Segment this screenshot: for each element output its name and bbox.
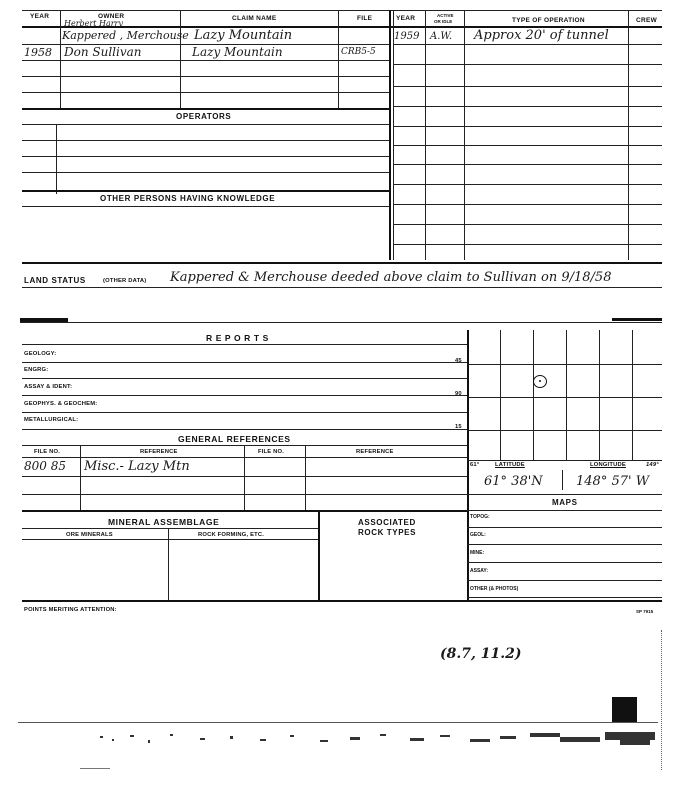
scan-noise <box>90 730 660 748</box>
report-geology: GEOLOGY: <box>24 351 57 357</box>
general-references-title: GENERAL REFERENCES <box>178 434 291 444</box>
maps-other: OTHER (& PHOTOS) <box>470 586 519 592</box>
operators-heading: OPERATORS <box>176 112 232 121</box>
gr-entry-file-no: 800 85 <box>24 459 66 473</box>
row1-owner: Kappered , Merchouse <box>62 29 189 42</box>
mineral-assemblage-title: MINERAL ASSEMBLAGE <box>108 517 220 527</box>
report-engrg: ENGRG: <box>24 367 49 373</box>
land-status-text: Kappered & Merchouse deeded above claim to Sullivan on 9/18/58 <box>170 270 612 285</box>
longitude-value: 148° 57' W <box>576 474 650 489</box>
header-year-2: YEAR <box>396 15 416 22</box>
latitude-label: LATITUDE <box>495 462 525 468</box>
report-metallurgical-code: 15 <box>455 424 462 430</box>
header-or-idle: OR IDLE <box>434 19 453 24</box>
header-claim-name: CLAIM NAME <box>232 15 277 22</box>
ore-minerals-header: ORE MINERALS <box>66 532 113 538</box>
header-owner: OWNER <box>98 13 125 20</box>
report-assay-code: 90 <box>455 391 462 397</box>
operation-type: Approx 20' of tunnel <box>474 28 609 43</box>
rock-types-header: ROCK TYPES <box>358 528 417 537</box>
lat-degree: 61° <box>470 462 480 468</box>
report-geophys: GEOPHYS. & GEOCHEM: <box>24 401 98 407</box>
row2-year: 1958 <box>24 46 52 59</box>
scan-mark <box>612 697 637 723</box>
points-meriting-attention: POINTS MERITING ATTENTION: <box>24 607 117 613</box>
longitude-label: LONGITUDE <box>590 462 626 468</box>
row2-file: CRB5-5 <box>341 47 376 57</box>
header-type-of-operation: TYPE OF OPERATION <box>512 17 585 24</box>
report-assay: ASSAY & IDENT: <box>24 384 73 390</box>
report-metallurgical: METALLURGICAL: <box>24 417 79 423</box>
row1-owner-firstnames: Herbert Harry <box>64 19 123 28</box>
row1-claim: Lazy Mountain <box>194 28 293 43</box>
form-number: SP 7915 <box>636 609 654 614</box>
row2-claim: Lazy Mountain <box>192 45 283 59</box>
operation-year: 1959 <box>394 31 420 42</box>
header-year: YEAR <box>30 13 50 20</box>
land-status-sublabel: (OTHER DATA) <box>103 278 147 284</box>
header-file: FILE <box>357 15 373 22</box>
maps-heading: MAPS <box>552 498 578 507</box>
gr-header-file-no-1: FILE NO. <box>34 449 61 455</box>
report-geology-code: 45 <box>455 358 462 364</box>
gr-entry-reference: Misc.- Lazy Mtn <box>84 459 190 474</box>
row2-owner: Don Sullivan <box>64 45 142 59</box>
other-persons-heading: OTHER PERSONS HAVING KNOWLEDGE <box>100 194 276 203</box>
rock-forming-header: ROCK FORMING, ETC. <box>198 532 265 538</box>
header-crew: CREW <box>636 17 658 24</box>
latitude-value: 61° 38'N <box>484 474 543 489</box>
gr-header-reference-1: REFERENCE <box>140 449 178 455</box>
header-active: ACTIVE <box>437 13 454 18</box>
reports-title: R E P O R T S <box>206 333 269 343</box>
land-status-label: LAND STATUS <box>24 276 86 285</box>
gr-header-file-no-2: FILE NO. <box>258 449 285 455</box>
gr-header-reference-2: REFERENCE <box>356 449 394 455</box>
maps-topog: TOPOG: <box>470 514 490 520</box>
operation-status: A.W. <box>430 31 453 42</box>
maps-mine: MINE: <box>470 550 485 556</box>
lon-degree: 149° <box>646 462 659 468</box>
maps-geol: GEOL: <box>470 532 486 538</box>
associated-header: ASSOCIATED <box>358 518 416 527</box>
coordinates-note: (8.7, 11.2) <box>440 646 522 662</box>
maps-assay: ASSAY: <box>470 568 489 574</box>
